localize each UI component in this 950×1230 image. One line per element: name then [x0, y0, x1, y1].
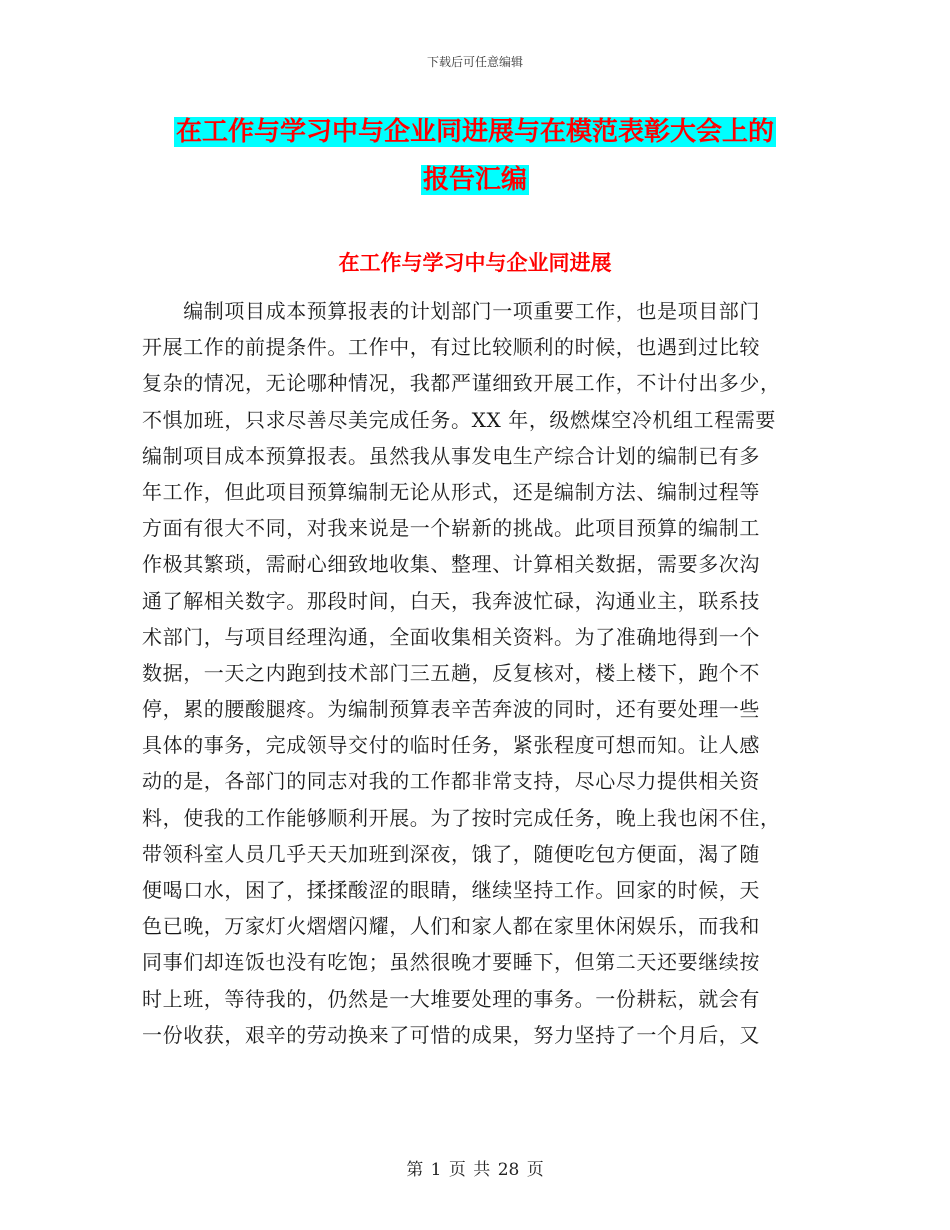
page-footer: 第 1 页 共 28 页 [406, 1160, 544, 1180]
body-text [142, 293, 812, 1053]
body-line: 术部门，与项目经理沟通，全面收集相关资料。为了准确地得到一个 [142, 624, 760, 649]
body-line: 不惧加班，只求尽善尽美完成任务。XX 年，级燃煤空冷机组工程需要 [142, 407, 777, 432]
body-line: 色已晚，万家灯火熠熠闪耀，人们和家人都在家里休闲娱乐，而我和 [142, 914, 760, 939]
header-note: 下载后可任意编辑 [426, 55, 523, 69]
body-line: 一份收获，艰辛的劳动换来了可惜的成果，努力坚持了一个月后，又 [142, 1022, 760, 1047]
body-line: 开展工作的前提条件。工作中，有过比较顺利的时候，也遇到过比较 [142, 335, 760, 360]
body-line: 通了解相关数字。那段时间，白天，我奔波忙碌，沟通业主，联系技 [142, 588, 760, 613]
section-title: 在工作与学习中与企业同进展 [338, 251, 612, 275]
body-line: 同事们却连饭也没有吃饱；虽然很晚才要睡下，但第二天还要继续按 [142, 950, 760, 975]
body-line: 方面有很大不同，对我来说是一个崭新的挑战。此项目预算的编制工 [142, 516, 760, 541]
body-line: 时上班，等待我的，仍然是一大堆要处理的事务。一份耕耘，就会有 [142, 986, 760, 1011]
title-line-2: 报告汇编 [422, 165, 527, 195]
body-line: 编制项目成本预算报表的计划部门一项重要工作，也是项目部门 [142, 299, 760, 323]
body-line: 年工作，但此项目预算编制无论从形式，还是编制方法、编制过程等 [142, 479, 760, 504]
body-line: 带领科室人员几乎天天加班到深夜，饿了，随便吃包方便面，渴了随 [142, 841, 760, 866]
body-line: 便喝口水，困了，揉揉酸涩的眼睛，继续坚持工作。回家的时候，天 [142, 878, 760, 902]
body-line: 具体的事务，完成领导交付的临时任务，紧张程度可想而知。让人感 [142, 733, 760, 758]
body-line: 停，累的腰酸腿疼。为编制预算表辛苦奔波的同时，还有要处理一些 [142, 697, 760, 722]
body-line: 料，使我的工作能够顺利开展。为了按时完成任务，晚上我也闲不住， [142, 805, 781, 830]
document-title [0, 108, 950, 204]
body-line: 复杂的情况，无论哪种情况，我都严谨细致开展工作，不计付出多少， [142, 371, 781, 396]
body-line: 数据，一天之内跑到技术部门三五趟，反复核对，楼上楼下，跑个不 [142, 660, 760, 685]
body-line: 作极其繁琐，需耐心细致地收集、整理、计算相关数据，需要多次沟 [142, 552, 760, 577]
title-line-1: 在工作与学习中与企业同进展与在模范表彰大会上的 [175, 117, 774, 147]
body-line: 动的是，各部门的同志对我的工作都非常支持，尽心尽力提供相关资 [142, 769, 760, 794]
body-line: 编制项目成本预算报表。虽然我从事发电生产综合计划的编制已有多 [142, 443, 760, 468]
